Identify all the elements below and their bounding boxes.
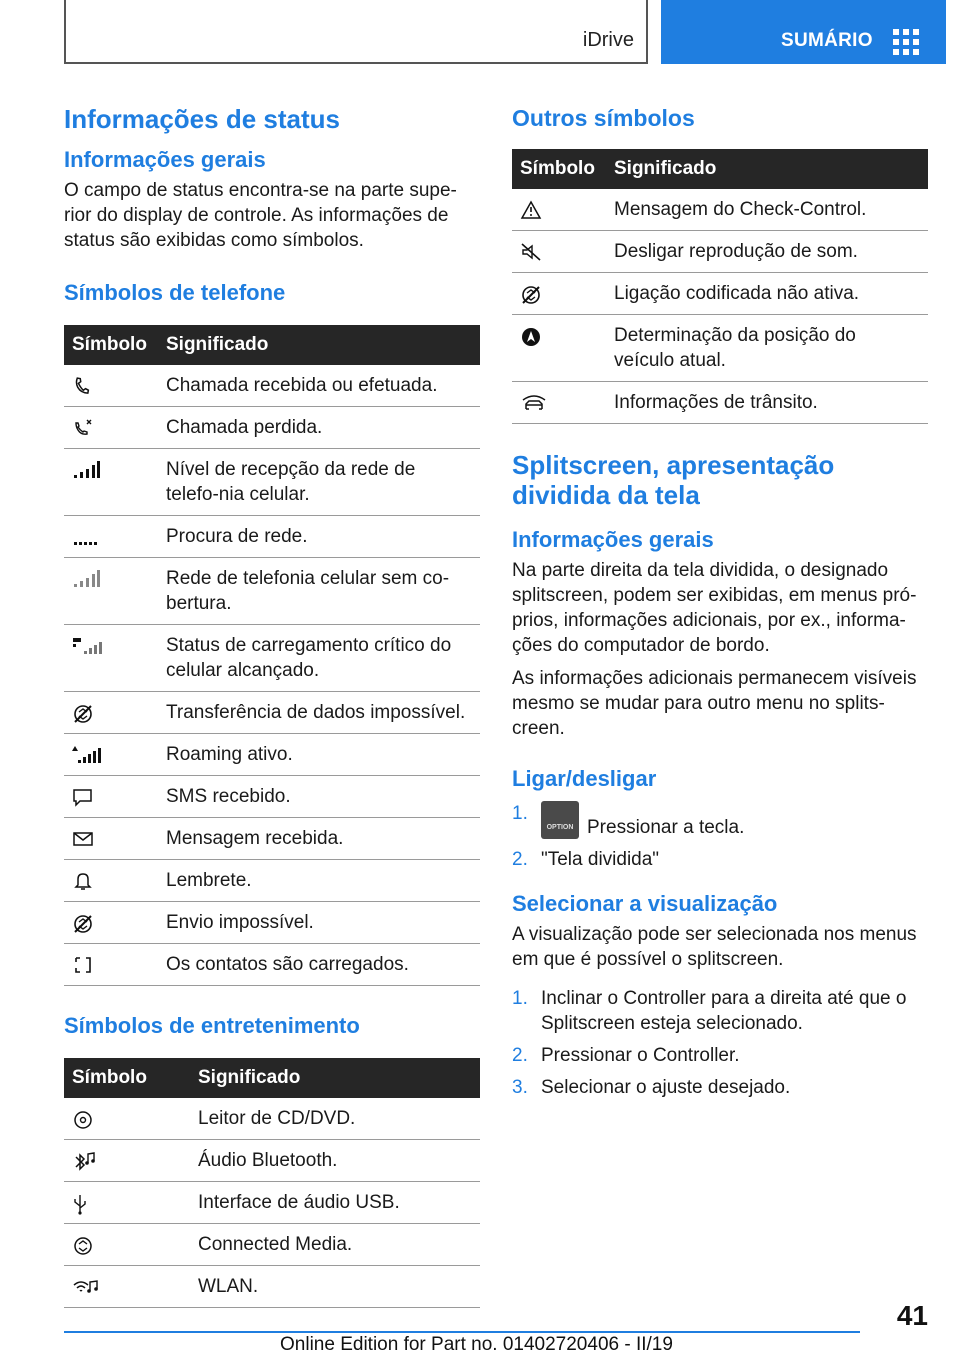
general-paragraph: O campo de status encontra-se na parte supe-rior do display de controle. As informações de status são exibidas como símbolos. <box>64 180 457 251</box>
row-meaning: Procura de rede. <box>158 516 480 558</box>
list-item <box>512 1043 928 1068</box>
bell-reminder-icon <box>72 871 94 891</box>
phone-call-icon <box>72 376 92 396</box>
subheading-general: Informações gerais <box>64 147 266 172</box>
column-header-meaning: Significado <box>158 325 480 365</box>
right-column <box>512 104 928 1107</box>
table-row <box>512 273 928 315</box>
grid-menu-icon <box>893 29 919 55</box>
table-row <box>512 231 928 273</box>
row-meaning: Áudio Bluetooth. <box>190 1140 480 1182</box>
missed-call-icon <box>72 418 94 438</box>
subheading-general-split: Informações gerais <box>512 527 714 552</box>
row-meaning: Roaming ativo. <box>158 734 480 776</box>
no-coverage-icon <box>72 569 100 589</box>
wlan-icon <box>72 1277 100 1299</box>
row-meaning: Interface de áudio USB. <box>190 1182 480 1224</box>
step-number: 2. <box>512 849 528 870</box>
row-meaning: Status de carregamento crítico do celular alcançado. <box>158 625 480 692</box>
header-title: iDrive <box>582 29 634 51</box>
table-row <box>64 944 480 986</box>
connected-media-icon <box>72 1235 94 1257</box>
subheading-on-off: Ligar/desligar <box>512 766 657 791</box>
row-meaning: WLAN. <box>190 1266 480 1308</box>
table-row <box>64 776 480 818</box>
step-number: 3. <box>512 1077 528 1098</box>
left-column <box>64 104 480 1308</box>
row-meaning: SMS recebido. <box>158 776 480 818</box>
table-row <box>64 1140 480 1182</box>
row-meaning: Transferência de dados impossível. <box>158 692 480 734</box>
select-steps <box>512 986 928 1100</box>
footer-divider <box>64 1331 860 1333</box>
column-header-symbol: Símbolo <box>64 1058 190 1098</box>
footer-edition: Online Edition for Part no. 01402720406 - II/19 <box>280 1334 673 1355</box>
step-text: Inclinar o Controller para a direita até que o Splitscreen esteja selecionado. <box>541 988 907 1034</box>
subheading-select-view: Selecionar a visualização <box>512 891 778 916</box>
contacts-loading-icon <box>72 955 94 975</box>
row-meaning: Nível de recepção da rede de telefo-nia celular. <box>158 449 480 516</box>
table-row <box>64 1182 480 1224</box>
encryption-off-icon <box>520 284 542 306</box>
send-impossible-icon <box>72 913 94 935</box>
option-key-label: OPTION <box>546 824 574 831</box>
section-title-splitscreen: Splitscreen, apresentação dividida da tela <box>512 450 835 510</box>
table-row <box>64 516 480 558</box>
message-envelope-icon <box>72 829 94 849</box>
table-row <box>512 315 928 382</box>
row-meaning: Connected Media. <box>190 1224 480 1266</box>
step-number: 2. <box>512 1045 528 1066</box>
roaming-icon <box>72 745 102 765</box>
step-text: Pressionar o Controller. <box>541 1045 740 1066</box>
list-item <box>512 986 928 1036</box>
table-row <box>64 407 480 449</box>
table-row <box>64 625 480 692</box>
table-row <box>64 818 480 860</box>
row-meaning: Leitor de CD/DVD. <box>190 1098 480 1140</box>
row-meaning: Informações de trânsito. <box>606 382 928 424</box>
usb-icon <box>72 1193 88 1215</box>
subheading-other-symbols: Outros símbolos <box>512 105 695 131</box>
header-title-box <box>64 0 648 64</box>
step-number: 1. <box>512 803 528 824</box>
bluetooth-audio-icon <box>72 1151 98 1173</box>
data-transfer-impossible-icon <box>72 703 94 725</box>
subheading-entertainment-symbols: Símbolos de entretenimento <box>64 1013 360 1038</box>
row-meaning: Mensagem do Check-Control. <box>606 189 928 231</box>
table-row <box>512 382 928 424</box>
select-paragraph: A visualização pode ser selecionada nos menus em que é possível o splitscreen. <box>512 924 917 970</box>
row-meaning: Mensagem recebida. <box>158 818 480 860</box>
table-row <box>64 902 480 944</box>
table-row <box>64 449 480 516</box>
network-search-icon <box>72 527 100 547</box>
step-number: 1. <box>512 988 528 1009</box>
contents-button-label: SUMÁRIO <box>781 30 873 51</box>
other-symbols-table <box>512 149 928 424</box>
column-header-meaning: Significado <box>190 1058 480 1098</box>
mute-icon <box>520 242 542 262</box>
position-icon <box>520 326 542 348</box>
row-meaning: Envio impossível. <box>158 902 480 944</box>
step-text: "Tela dividida" <box>541 849 660 870</box>
row-meaning: Chamada recebida ou efetuada. <box>158 365 480 407</box>
column-header-symbol: Símbolo <box>512 149 606 189</box>
column-header-symbol: Símbolo <box>64 325 158 365</box>
option-key-icon <box>541 801 579 839</box>
table-row <box>64 860 480 902</box>
page-number: 41 <box>896 1300 928 1331</box>
cd-dvd-icon <box>72 1109 94 1131</box>
table-row <box>64 692 480 734</box>
sms-icon <box>72 787 94 807</box>
split-paragraph-2: As informações adicionais permanecem visíveis mesmo se mudar para outro menu no splits-creen. <box>512 668 917 739</box>
entertainment-symbols-table <box>64 1058 480 1308</box>
subheading-phone-symbols: Símbolos de telefone <box>64 280 286 305</box>
table-row <box>64 1098 480 1140</box>
phone-symbols-table <box>64 325 480 986</box>
table-row <box>512 189 928 231</box>
table-row <box>64 1266 480 1308</box>
warning-triangle-icon <box>520 200 542 220</box>
table-row <box>64 734 480 776</box>
step-text: Selecionar o ajuste desejado. <box>541 1077 791 1098</box>
list-item <box>512 847 928 872</box>
row-meaning: Desligar reprodução de som. <box>606 231 928 273</box>
traffic-info-icon <box>520 393 548 413</box>
row-meaning: Determinação da posição do veículo atual. <box>606 315 928 382</box>
row-meaning: Ligação codificada não ativa. <box>606 273 928 315</box>
on-off-steps <box>512 801 928 872</box>
table-row <box>64 558 480 625</box>
step-text: Pressionar a tecla. <box>587 817 745 838</box>
contents-button[interactable] <box>661 0 946 64</box>
list-item <box>512 801 928 840</box>
row-meaning: Rede de telefonia celular sem co-bertura. <box>158 558 480 625</box>
section-title-status: Informações de status <box>64 104 340 134</box>
split-paragraph-1: Na parte direita da tela dividida, o designado splitscreen, podem ser exibidas, em menus pró-prios, informações adicionais, por ex., informa-ções do computador de bordo. <box>512 560 917 656</box>
column-header-meaning: Significado <box>606 149 928 189</box>
row-meaning: Os contatos são carregados. <box>158 944 480 986</box>
row-meaning: Chamada perdida. <box>158 407 480 449</box>
table-row <box>64 1224 480 1266</box>
battery-critical-icon <box>72 636 102 656</box>
row-meaning: Lembrete. <box>158 860 480 902</box>
signal-strength-icon <box>72 460 100 480</box>
list-item <box>512 1075 928 1100</box>
table-row <box>64 365 480 407</box>
